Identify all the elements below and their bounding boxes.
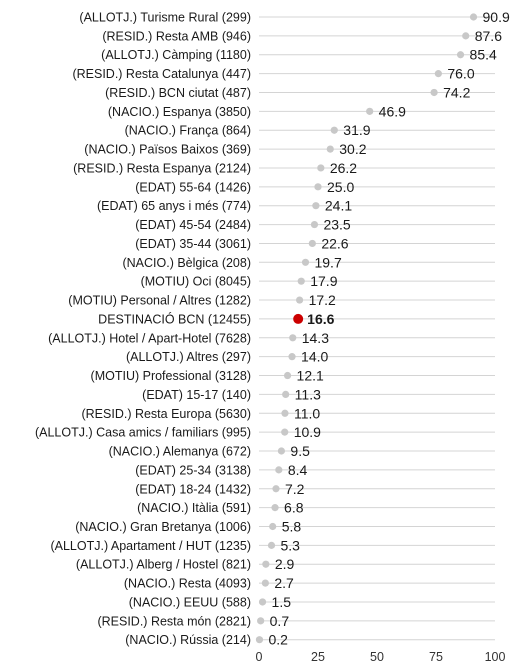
data-point: [281, 429, 288, 436]
data-point: [281, 410, 288, 417]
x-tick-label: 25: [311, 650, 325, 664]
data-point: [288, 353, 295, 360]
value-label: 1.5: [271, 593, 292, 610]
value-label: 74.2: [443, 84, 471, 101]
category-label: (MOTIU) Personal / Altres (1282): [68, 293, 251, 308]
category-label: (NACIO.) Gran Bretanya (1006): [75, 519, 251, 534]
category-label: (ALLOTJ.) Alberg / Hostel (821): [75, 557, 251, 572]
category-label: (EDAT) 35-44 (3061): [135, 236, 251, 251]
category-label: (ALLOTJ.) Càmping (1180): [101, 48, 251, 63]
category-label: (MOTIU) Oci (8045): [140, 274, 251, 289]
category-label: (NACIO.) França (864): [124, 123, 251, 138]
data-point: [457, 51, 464, 58]
data-point: [435, 70, 442, 77]
category-label: (RESID.) Resta món (2821): [97, 614, 251, 629]
data-point: [256, 636, 263, 643]
x-tick-label: 75: [429, 650, 443, 664]
value-label: 2.9: [274, 556, 295, 573]
category-label: (ALLOTJ.) Altres (297): [125, 350, 251, 365]
category-label: (NACIO.) Bèlgica (208): [122, 255, 251, 270]
category-label: (EDAT) 45-54 (2484): [135, 218, 251, 233]
data-point: [317, 164, 324, 171]
data-point: [271, 504, 278, 511]
data-point: [269, 523, 276, 530]
value-label: 0.2: [268, 631, 288, 648]
value-label: 10.9: [293, 424, 321, 441]
data-point: [282, 391, 289, 398]
value-label: 6.8: [284, 499, 304, 516]
category-label: (RESID.) Resta Europa (5630): [81, 406, 251, 421]
value-label: 87.6: [474, 27, 502, 44]
data-point: [289, 334, 296, 341]
value-label: 31.9: [343, 122, 371, 139]
category-label: (ALLOTJ.) Apartament / HUT (1235): [50, 538, 251, 553]
category-label: DESTINACIÓ BCN (12455): [98, 312, 251, 327]
value-label: 85.4: [469, 46, 497, 63]
value-label: 5.8: [281, 518, 302, 535]
x-axis-ticks: [256, 650, 506, 664]
category-label: (NACIO.) Espanya (3850): [107, 104, 251, 119]
value-label: 0.7: [269, 612, 290, 629]
data-point: [259, 598, 266, 605]
category-label: (EDAT) 65 anys i més (774): [97, 199, 251, 214]
category-label: (EDAT) 55-64 (1426): [135, 180, 251, 195]
data-point: [314, 183, 321, 190]
value-label: 23.5: [323, 216, 351, 233]
value-label: 17.2: [308, 292, 336, 309]
value-label: 14.3: [301, 329, 329, 346]
value-label: 12.1: [296, 367, 324, 384]
data-point: [312, 202, 319, 209]
category-labels: [35, 11, 251, 648]
category-label: (EDAT) 18-24 (1432): [135, 482, 251, 497]
data-point: [275, 466, 282, 473]
data-point: [311, 221, 318, 228]
value-label: 30.2: [339, 141, 367, 158]
data-point: [262, 561, 269, 568]
value-label: 17.9: [310, 273, 338, 290]
data-point: [331, 127, 338, 134]
value-label: 26.2: [329, 159, 358, 176]
category-label: (NACIO.) EEUU (588): [128, 595, 251, 610]
value-label: 90.9: [482, 9, 510, 25]
data-point: [278, 447, 285, 454]
category-label: (MOTIU) Professional (3128): [90, 369, 251, 384]
value-label: 22.6: [321, 235, 349, 252]
value-label: 2.7: [274, 575, 294, 592]
data-point: [298, 278, 305, 285]
category-label: (RESID.) Resta Catalunya (447): [72, 67, 251, 82]
value-label: 14.0: [301, 348, 329, 365]
category-label: (NACIO.) Resta (4093): [123, 576, 251, 591]
value-label: 5.3: [280, 537, 300, 554]
x-tick-label: 0: [255, 650, 263, 664]
data-point: [431, 89, 438, 96]
category-label: (NACIO.) Països Baixos (369): [84, 142, 251, 157]
data-point: [327, 145, 334, 152]
x-tick-label: 50: [370, 650, 384, 664]
value-label: 46.9: [378, 103, 406, 120]
data-point: [470, 13, 477, 20]
category-label: (RESID.) BCN ciutat (487): [105, 85, 251, 100]
value-label: 7.2: [284, 480, 305, 497]
category-label: (ALLOTJ.) Turisme Rural (299): [79, 10, 251, 25]
value-label: 16.6: [307, 310, 335, 327]
data-point: [309, 240, 316, 247]
category-label: (RESID.) Resta AMB (946): [102, 29, 251, 44]
data-point: [272, 485, 279, 492]
data-point: [268, 542, 275, 549]
value-label: 24.1: [324, 197, 353, 214]
value-label: 9.5: [290, 443, 310, 460]
category-label: (ALLOTJ.) Casa amics / familiars (995): [34, 425, 251, 440]
value-label: 76.0: [447, 65, 475, 82]
value-label: 19.7: [314, 254, 342, 271]
value-label: 11.3: [294, 386, 321, 403]
value-labels: [268, 9, 510, 648]
data-point: [284, 372, 291, 379]
category-label: (NACIO.) Itàlia (591): [137, 501, 251, 516]
data-point: [296, 296, 303, 303]
category-label: (RESID.) Resta Espanya (2124): [73, 161, 251, 176]
category-label: (NACIO.) Alemanya (672): [108, 444, 251, 459]
category-label: (EDAT) 15-17 (140): [142, 387, 251, 402]
value-label: 11.0: [293, 405, 321, 422]
data-point: [293, 314, 303, 324]
data-point: [366, 108, 373, 115]
data-point: [257, 617, 264, 624]
value-label: 8.4: [287, 461, 308, 478]
category-label: (EDAT) 25-34 (3138): [135, 463, 251, 478]
x-tick-label: 100: [484, 650, 506, 664]
category-label: (ALLOTJ.) Hotel / Apart-Hotel (7628): [48, 331, 251, 346]
value-label: 25.0: [327, 178, 355, 195]
data-point: [262, 580, 269, 587]
category-label: (NACIO.) Rússia (214): [125, 633, 251, 648]
data-point: [462, 32, 469, 39]
data-point: [302, 259, 309, 266]
